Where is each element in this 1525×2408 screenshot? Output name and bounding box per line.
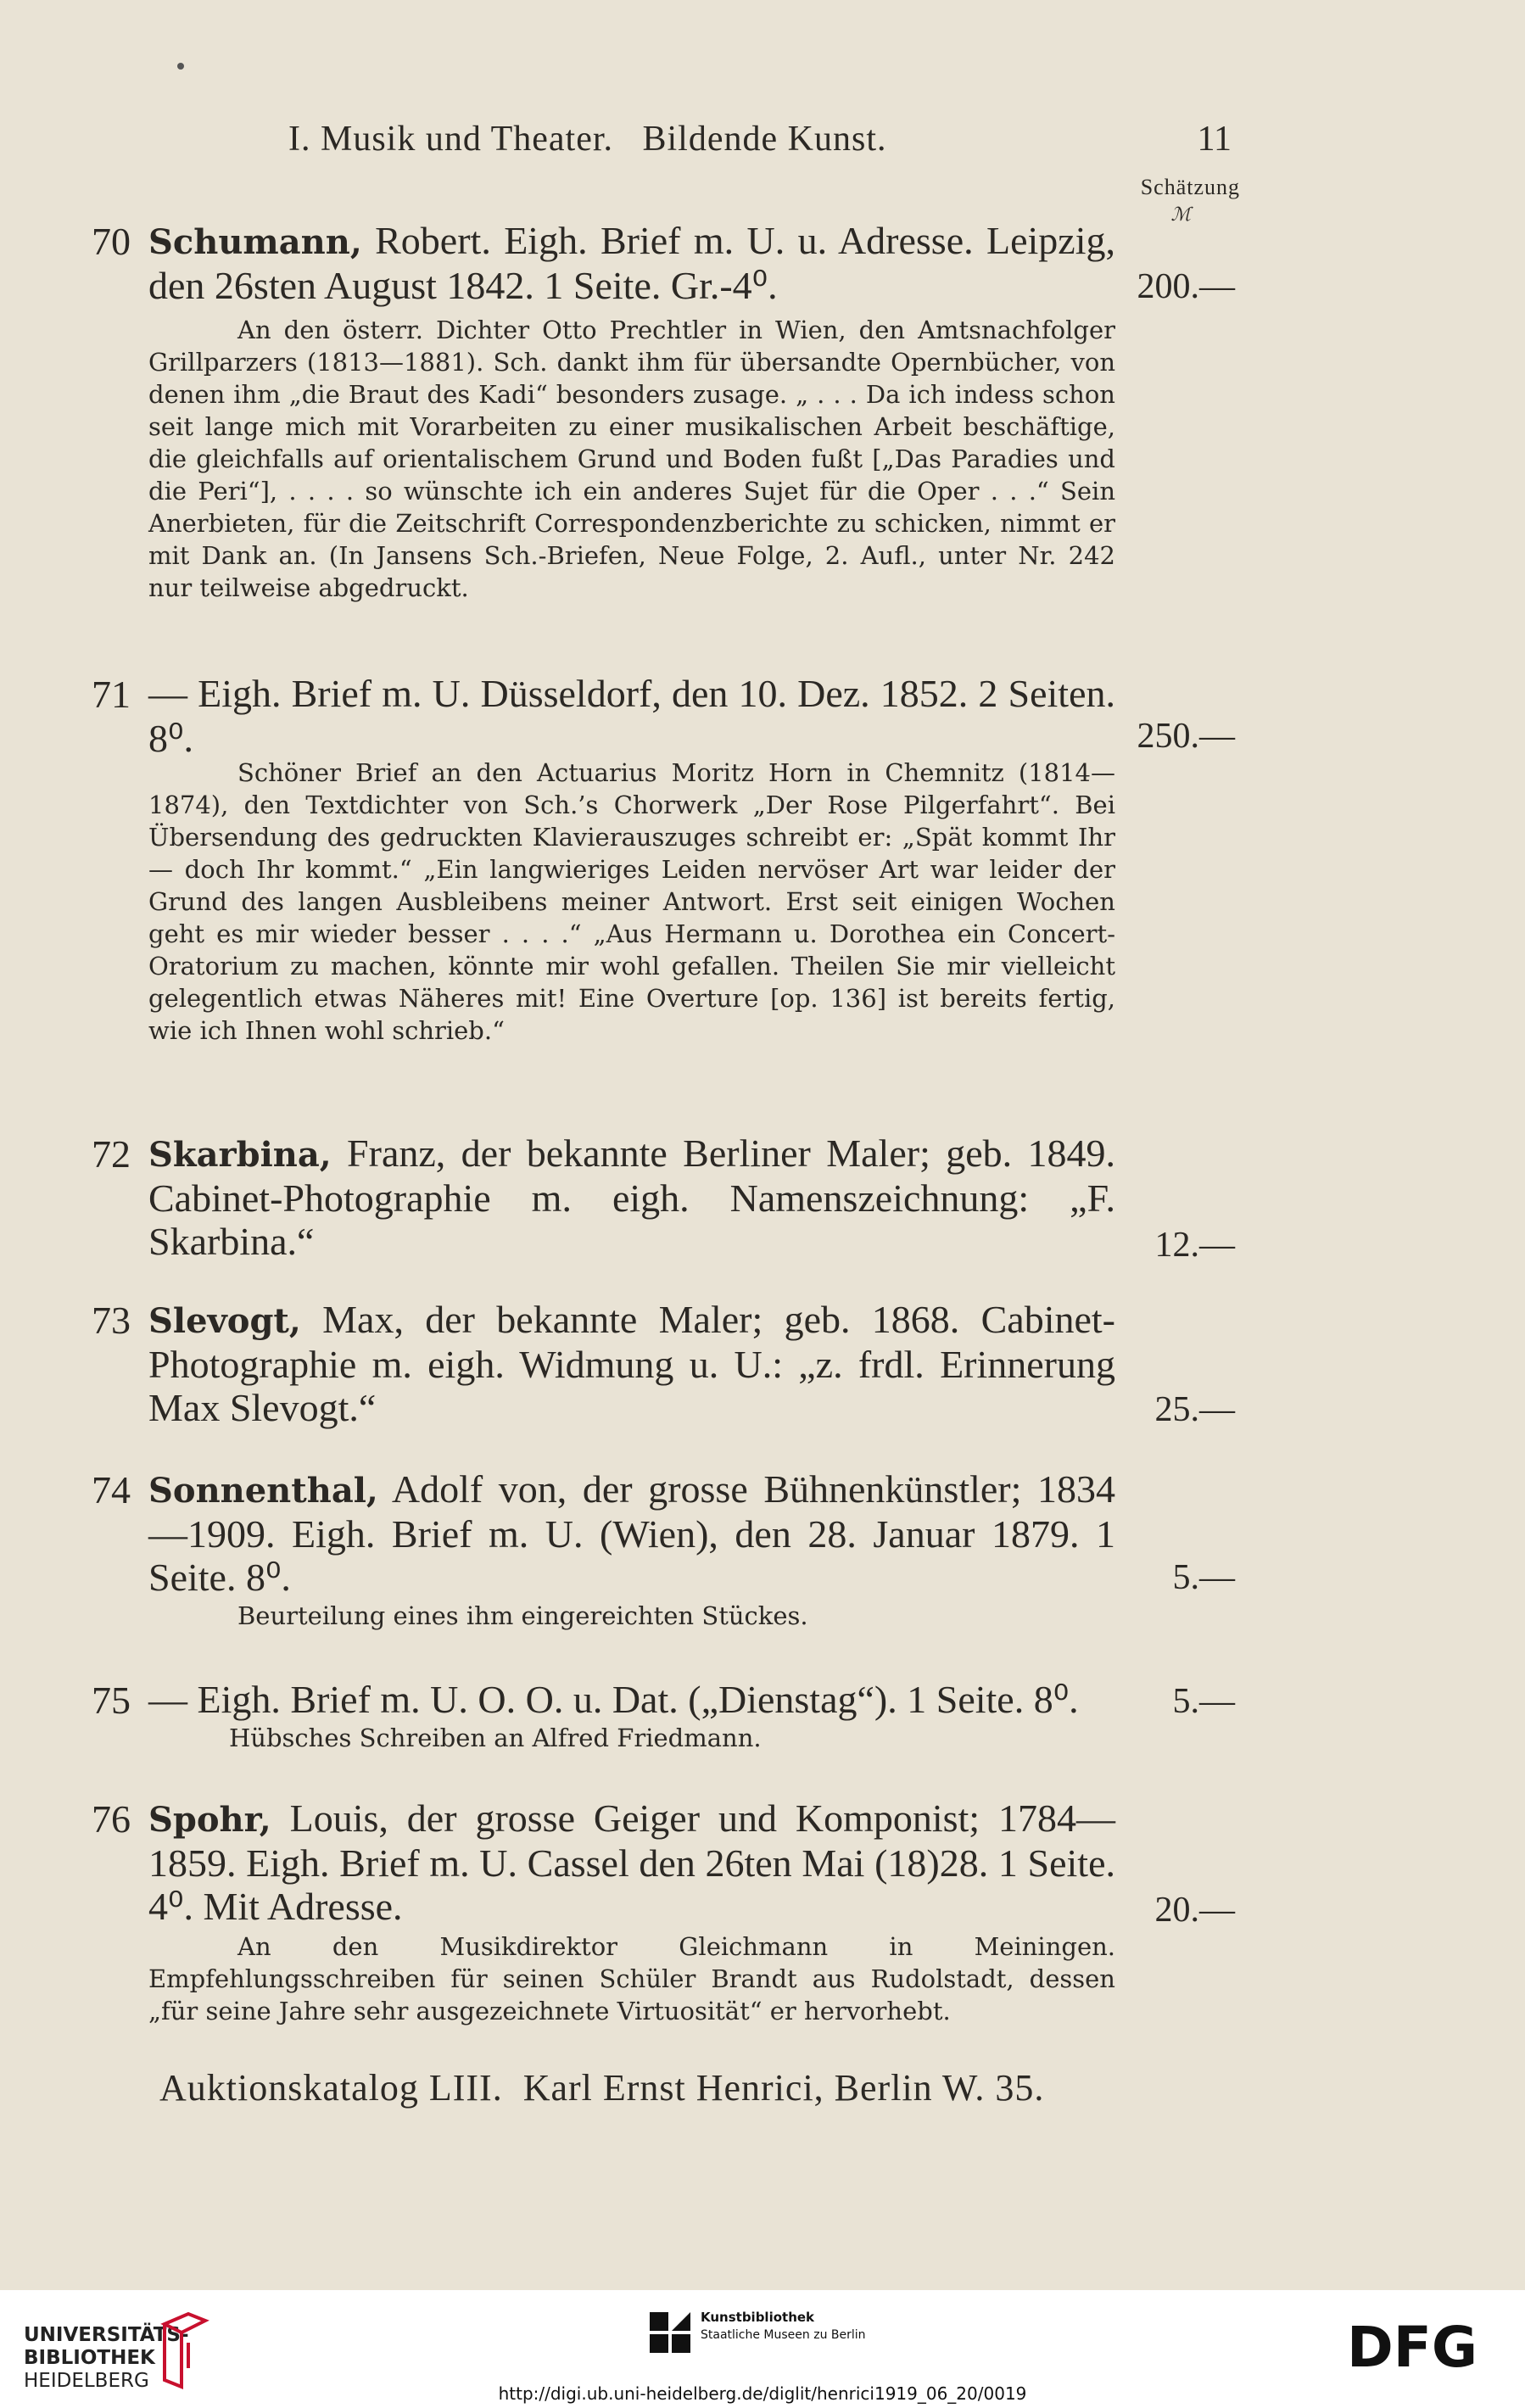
lot-description: Max, der bekannte Maler; geb. 1868. Cabinet-Photographie m. eigh. Widmung u. U.: „z. frdl. Erinnerung Max Slevogt.“	[148, 1298, 1115, 1429]
lot-number: 70	[92, 220, 131, 263]
lot-price: 5.—	[1172, 1558, 1235, 1597]
lot-note: Beurteilung eines ihm eingereichten Stückes.	[237, 1601, 808, 1630]
lot-title	[148, 1467, 1115, 1599]
lot-price: 12.—	[1154, 1226, 1235, 1265]
lot-title	[148, 219, 1115, 307]
lot-number: 72	[92, 1132, 131, 1176]
lot-price: 5.—	[1172, 1682, 1235, 1721]
lot-price: 200.—	[1137, 267, 1235, 306]
kunstbibliothek-logo: Kunstbibliothek Staatliche Museen zu Berlin	[701, 2310, 866, 2342]
lot-description: — Eigh. Brief m. U. Düsseldorf, den 10. Dez. 1852. 2 Seiten. 8⁰.	[148, 672, 1115, 760]
ub-heidelberg-logo: UNIVERSITÄTS- BIBLIOTHEK HEIDELBERG	[24, 2324, 189, 2392]
svg-text:DFG: DFG	[1347, 2316, 1478, 2375]
lot-title	[148, 1796, 1115, 1928]
kunstbibliothek-mark-icon	[650, 2312, 690, 2353]
lot-number: 76	[92, 1797, 131, 1841]
lot-number: 71	[92, 673, 131, 716]
ub-heidelberg-mark-icon	[159, 2309, 210, 2390]
lot-description: Adolf von, der grosse Bühnenkünstler; 1834—1909. Eigh. Brief m. U. (Wien), den 28. Januar 1879. 1 Seite. 8⁰.	[148, 1467, 1115, 1599]
dfg-logo	[1347, 2316, 1500, 2375]
lot-description: Louis, der grosse Geiger und Komponist; 1784—1859. Eigh. Brief m. U. Cassel den 26ten Mai (18)28. 1 Seite. 4⁰. Mit Adresse.	[148, 1796, 1115, 1928]
lot-description: Franz, der bekannte Berliner Maler; geb. 1849. Cabinet-Photographie m. eigh. Namenszeichnung: „F. Skarbina.“	[148, 1131, 1115, 1263]
lot-description: — Eigh. Brief m. U. O. O. u. Dat. („Dienstag“). 1 Seite. 8⁰.	[148, 1678, 1079, 1721]
lot-note: Schöner Brief an den Actuarius Moritz Horn in Chemnitz (1814—1874), den Textdichter von Sch.’s Chorwerk „Der Rose Pilgerfahrt“. Bei Übersendung des gedruckten Klavierauszuges schreibt er: „Spät kommt Ihr — doch Ihr kommt.“ „Ein langwieriges Leiden nervöser Art war leider der Grund des langen Ausbleibens meiner Antwort. Erst seit einigen Wochen geht es mir wieder besser . . . .“ „Aus Hermann u. Dorothea ein Concert-Oratorium zu machen, könnte mir wohl gefallen. Theilen Sie mir vielleicht gelegentlich etwas Näheres mit! Eine Overture [op. 136] ist bereits fertig, wie ich Ihnen wohl schrieb.“	[148, 758, 1115, 1045]
lot-number: 75	[92, 1679, 131, 1722]
catalog-footer: Auktionskatalog LIII. Karl Ernst Henrici, Berlin W. 35.	[159, 2067, 1045, 2109]
lot-price: 250.—	[1137, 717, 1235, 756]
currency-symbol: ℳ	[1170, 204, 1191, 225]
lot-title	[148, 1298, 1115, 1429]
page-number: 11	[1197, 120, 1232, 159]
lot-name: Sonnenthal,	[148, 1471, 378, 1511]
lot-note: Hübsches Schreiben an Alfred Friedmann.	[229, 1724, 762, 1752]
lot-number: 73	[92, 1299, 131, 1342]
running-head: I. Musik und Theater. Bildende Kunst.	[288, 120, 887, 159]
lot-name: Slevogt,	[148, 1301, 301, 1341]
lot-name: Skarbina,	[148, 1135, 332, 1175]
lot-price: 20.—	[1154, 1891, 1235, 1930]
lot-name: Spohr,	[148, 1800, 271, 1840]
lot-title	[148, 1678, 1115, 1723]
lot-price: 25.—	[1154, 1390, 1235, 1429]
lot-name: Schumann,	[148, 222, 362, 262]
lot-description: Robert. Eigh. Brief m. U. u. Adresse. Leipzig, den 26sten August 1842. 1 Seite. Gr.-4⁰.	[148, 219, 1115, 307]
estimate-column-label: Schätzung	[1140, 175, 1240, 199]
source-url: http://digi.ub.uni-heidelberg.de/diglit/henrici1919_06_20/0019	[498, 2383, 1027, 2404]
lot-note: An den Musikdirektor Gleichmann in Meiningen. Empfehlungsschreiben für seinen Schüler Brandt aus Rudolstadt, dessen „für seine Jahre sehr ausgezeichnete Virtuosität“ er hervorhebt.	[148, 1932, 1115, 2025]
lot-number: 74	[92, 1468, 131, 1511]
lot-title	[148, 1131, 1115, 1263]
ink-dot	[177, 63, 184, 70]
lot-title	[148, 672, 1115, 760]
lot-note: An den österr. Dichter Otto Prechtler in Wien, den Amtsnachfolger Grillparzers (1813—1881). Sch. dankt ihm für übersandte Opernbücher, von denen ihm „die Braut des Kadi“ besonders zusage. „ . . . Da ich indess schon seit lange mich mit Vorarbeiten zu einer musikalischen Arbeit beschäftige, die gleichfalls auf orientalischem Grund und Boden fußt [„Das Paradies und die Peri“], . . . . so wünschte ich ein anderes Sujet für die Oper . . .“ Sein Anerbieten, für die Zeitschrift Correspondenzberichte zu schicken, nimmt er mit Dank an. (In Jansens Sch.-Briefen, Neue Folge, 2. Aufl., unter Nr. 242 nur teilweise abgedruckt.	[148, 316, 1115, 602]
